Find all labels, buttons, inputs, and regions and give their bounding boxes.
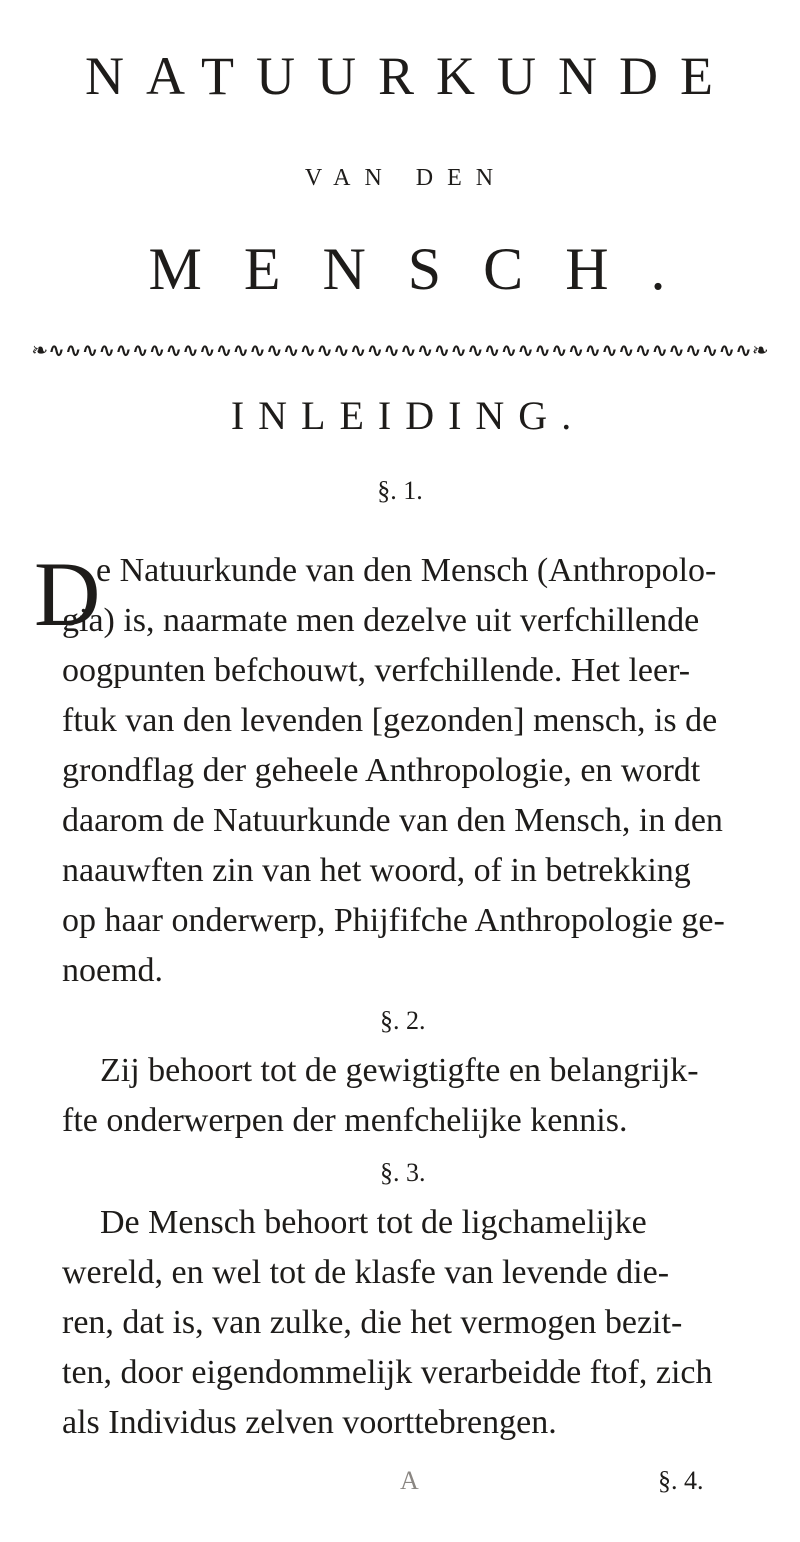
paragraph-2-line: fte onderwerpen der menfchelijke kennis. [62, 1102, 628, 1139]
paragraph-3-line: als Individus zelven voorttebrengen. [62, 1404, 557, 1441]
section-marker-3: §. 3. [380, 1158, 426, 1187]
section-heading-inleiding: INLEIDING. [230, 393, 586, 438]
title-van-den: VAN DEN [304, 165, 508, 191]
paragraph-3-line: ren, dat is, van zulke, die het vermogen bezit- [62, 1304, 683, 1341]
title-natuurkunde: NATUURKUNDE [85, 46, 735, 106]
paragraph-1-line: e Natuurkunde van den Mensch (Anthropolo- [96, 552, 717, 589]
drop-cap: D [34, 543, 101, 645]
paragraph-1-line: noemd. [62, 952, 164, 989]
paragraph-1-line: ftuk van den levenden [gezonden] mensch, is de [62, 702, 718, 739]
title-mensch: MENSCH. [148, 236, 708, 302]
paragraph-1-line: op haar onderwerp, Phijfifche Anthropologie ge- [62, 902, 725, 939]
signature-mark: A [400, 1466, 419, 1495]
section-marker-2: §. 2. [380, 1006, 426, 1035]
paragraph-1-line: grondflag der geheele Anthropologie, en wordt [62, 752, 701, 789]
paragraph-2-line: Zij behoort tot de gewigtigfte en belangrijk- [100, 1052, 699, 1089]
catchword: §. 4. [658, 1466, 704, 1495]
ornamental-rule: ❧∿∿∿∿∿∿∿∿∿∿∿∿∿∿∿∿∿∿∿∿∿∿∿∿∿∿∿∿∿∿∿∿∿∿∿∿∿∿∿∿∿∿❧ [31, 338, 769, 362]
paragraph-3-line: ten, door eigendommelijk verarbeidde ftof, zich [62, 1354, 713, 1391]
paragraph-3-line: wereld, en wel tot de klasfe van levende die- [62, 1254, 670, 1291]
paragraph-1-line: gia) is, naarmate men dezelve uit verfchillende [62, 602, 700, 639]
paragraph-3-line: De Mensch behoort tot de ligchamelijke [100, 1204, 647, 1241]
paragraph-1-line: naauwften zin van het woord, of in betrekking [62, 852, 691, 889]
section-marker-1: §. 1. [377, 476, 423, 505]
paragraph-1-line: oogpunten befchouwt, verfchillende. Het leer- [62, 652, 691, 689]
paragraph-1-line: daarom de Natuurkunde van den Mensch, in den [62, 802, 723, 839]
